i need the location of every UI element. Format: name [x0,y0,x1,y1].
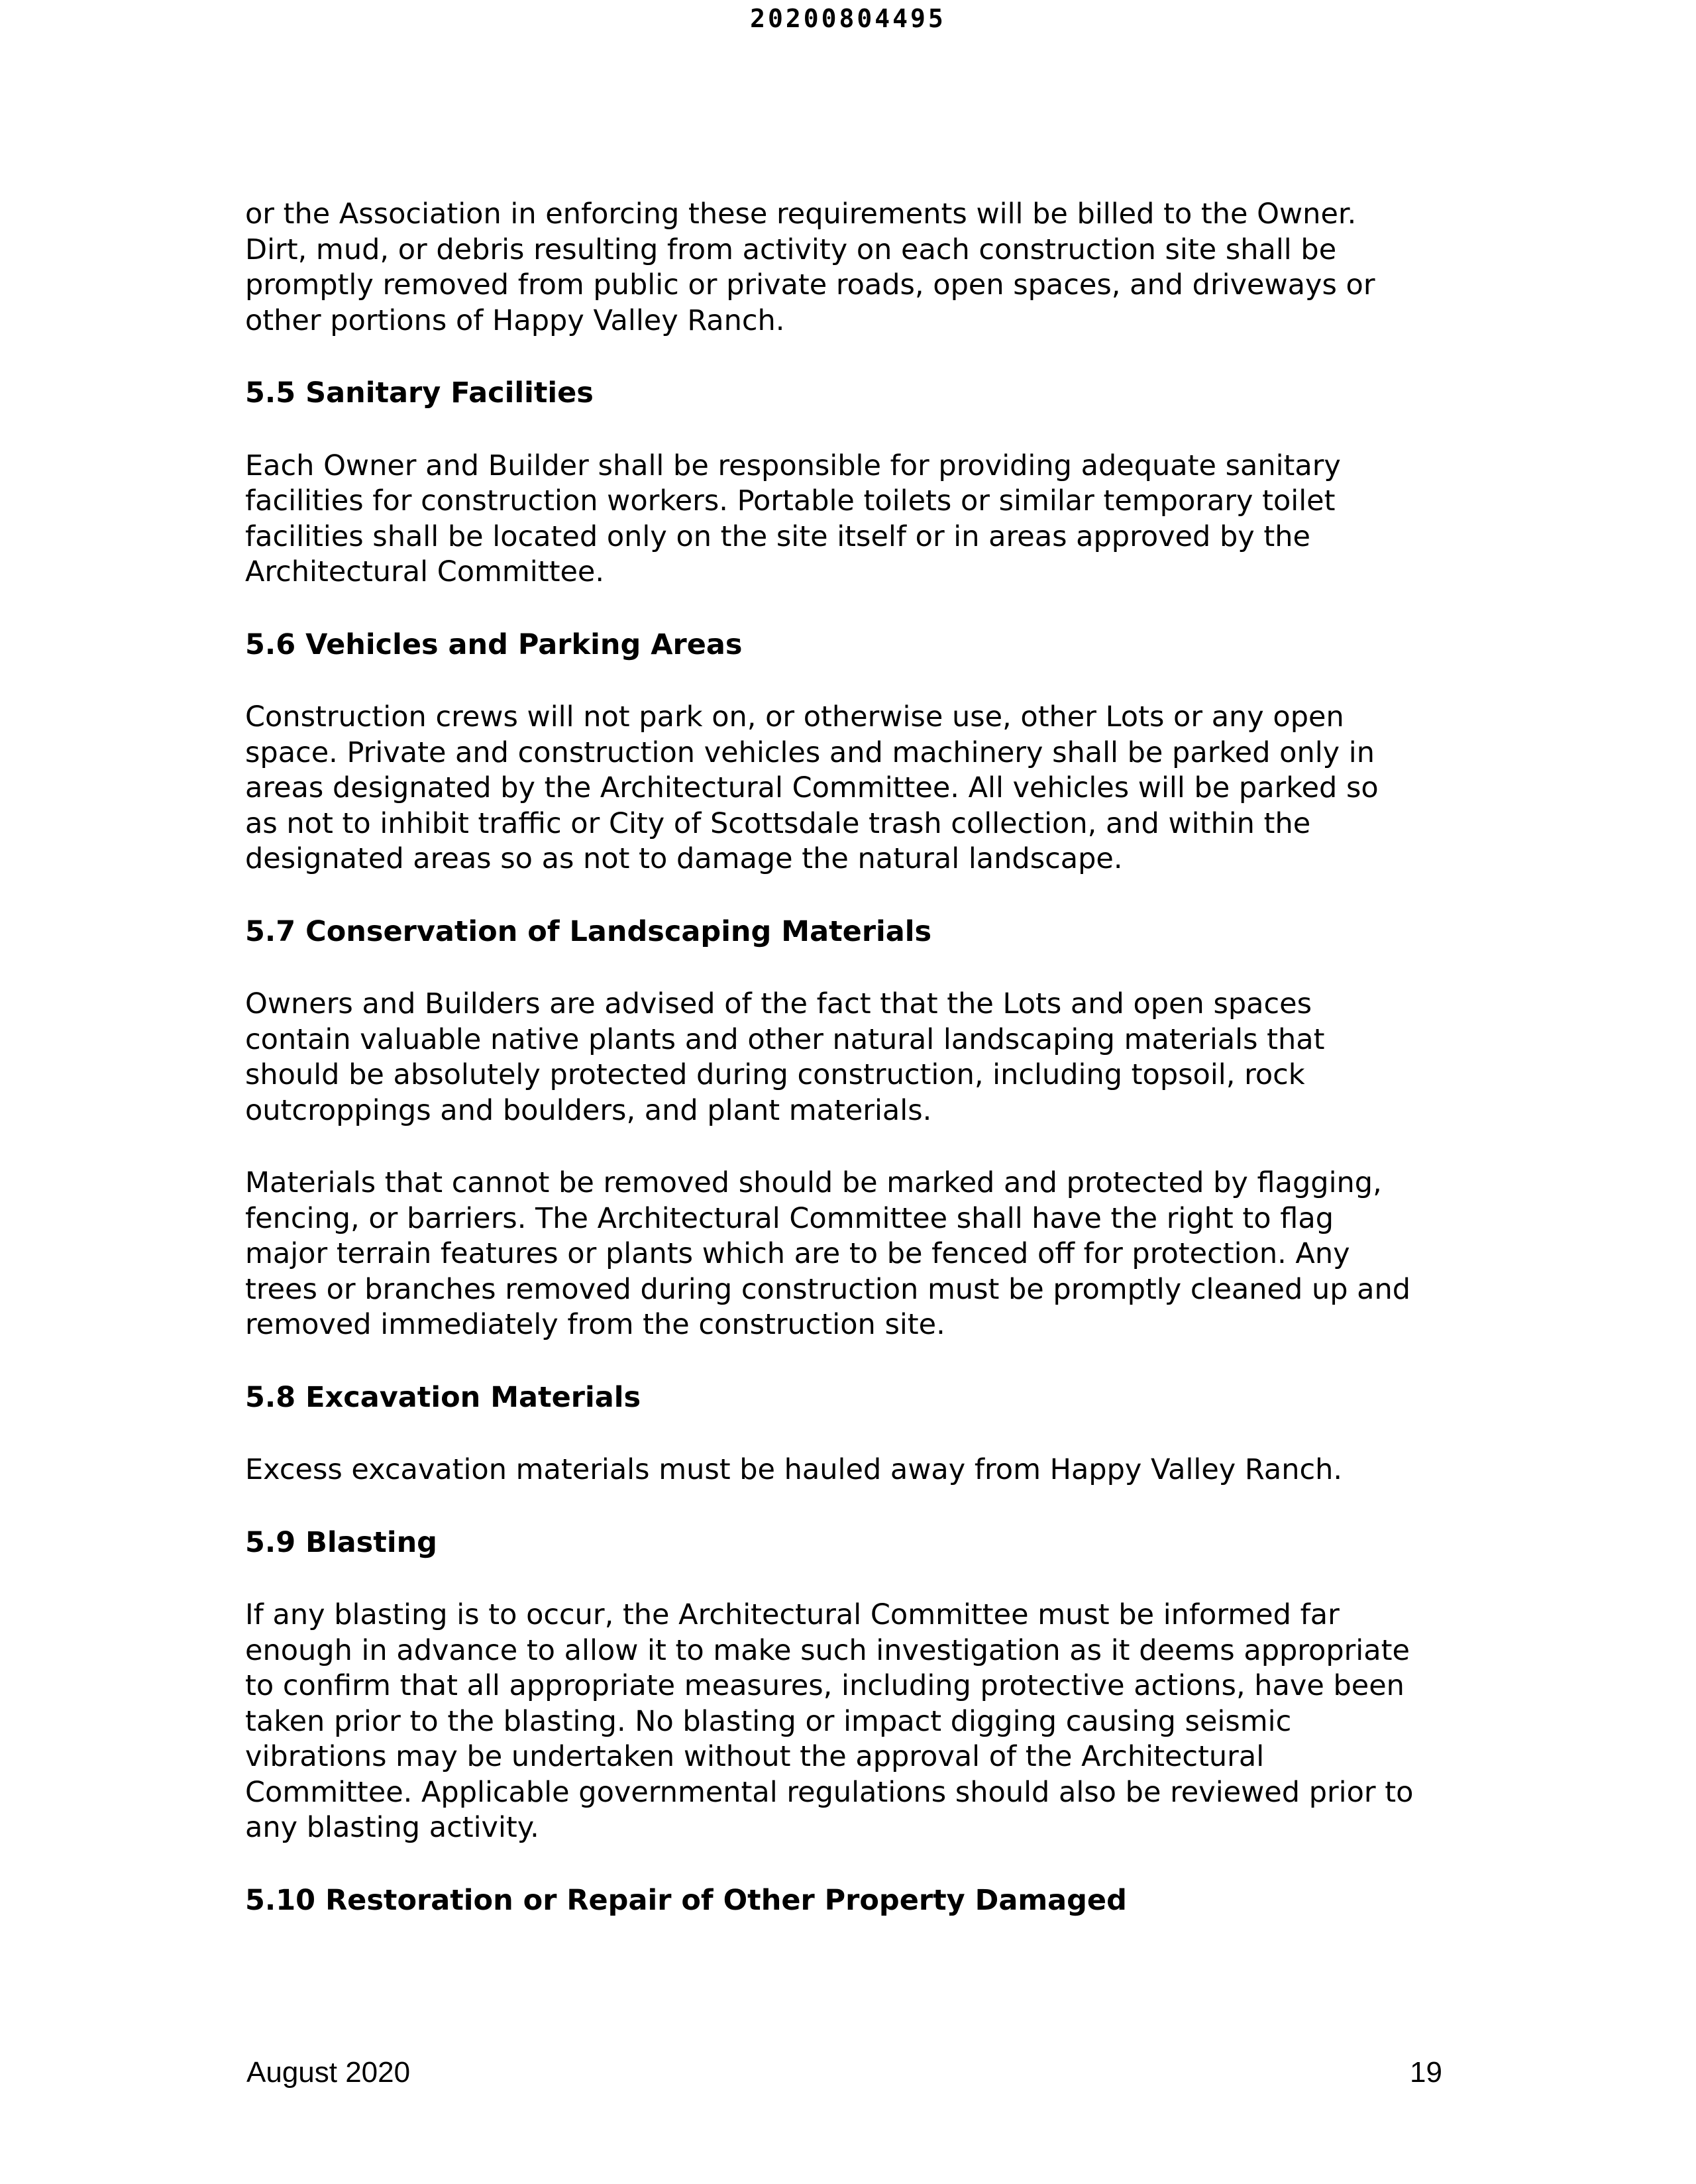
page-body [245,197,1458,1955]
section-heading-5-9: 5.9 Blasting [245,1525,437,1559]
paragraph: Owners and Builders are advised of the fact that the Lots and open spaces contain valuable native plants and other natural landscaping materials that should be absolutely protected during construction, including topsoil, rock outcroppings and boulders, and plant materials. [245,987,1325,1127]
paragraph: If any blasting is to occur, the Architectural Committee must be informed far enough in advance to allow it to make such investigation as it deems appropriate to confirm that all appropriate measures, including protective actions, have been taken prior to the blasting. No blasting or impact digging causing seismic vibrations may be undertaken without the approval of the Architectural Committee. Applicable governmental regulations should also be reviewed prior to any blasting activity. [245,1598,1414,1844]
page-number: 19 [1410,2056,1442,2089]
paragraph: Each Owner and Builder shall be responsible for providing adequate sanitary facilities for construction workers. Portable toilets or similar temporary toilet facilities shall be located only on the site itself or in areas approved by the Architectural Committee. [245,449,1341,588]
paragraph: Excess excavation materials must be hauled away from Happy Valley Ranch. [245,1453,1343,1486]
section-heading-5-10: 5.10 Restoration or Repair of Other Property Damaged [245,1883,1127,1917]
section-heading-5-5: 5.5 Sanitary Facilities [245,376,594,410]
paragraph: Materials that cannot be removed should be marked and protected by flagging, fencing, or barriers. The Architectural Committee shall have the right to flag major terrain features or plants which are to be fenced off for protection. Any trees or branches removed during construction must be promptly cleaned up and removed immediately from the construction site. [245,1166,1411,1341]
section-heading-5-8: 5.8 Excavation Materials [245,1380,641,1414]
footer-date: August 2020 [246,2056,411,2089]
section-heading-5-7: 5.7 Conservation of Landscaping Materials [245,914,932,948]
paragraph: Construction crews will not park on, or otherwise use, other Lots or any open space. Private and construction vehicles and machinery shall be parked only in areas designated by the Architectural Committee. All vehicles will be parked so as not to inhibit traffic or City of Scottsdale trash collection, and within the designated areas so as not to damage the natural landscape. [245,700,1379,875]
section-heading-5-6: 5.6 Vehicles and Parking Areas [245,628,743,661]
paragraph: or the Association in enforcing these requirements will be billed to the Owner. Dirt, mud, or debris resulting from activity on each construction site shall be promptly removed from public or private roads, open spaces, and driveways or other portions of Happy Valley Ranch. [245,197,1375,337]
document-number: 20200804495 [750,4,946,33]
